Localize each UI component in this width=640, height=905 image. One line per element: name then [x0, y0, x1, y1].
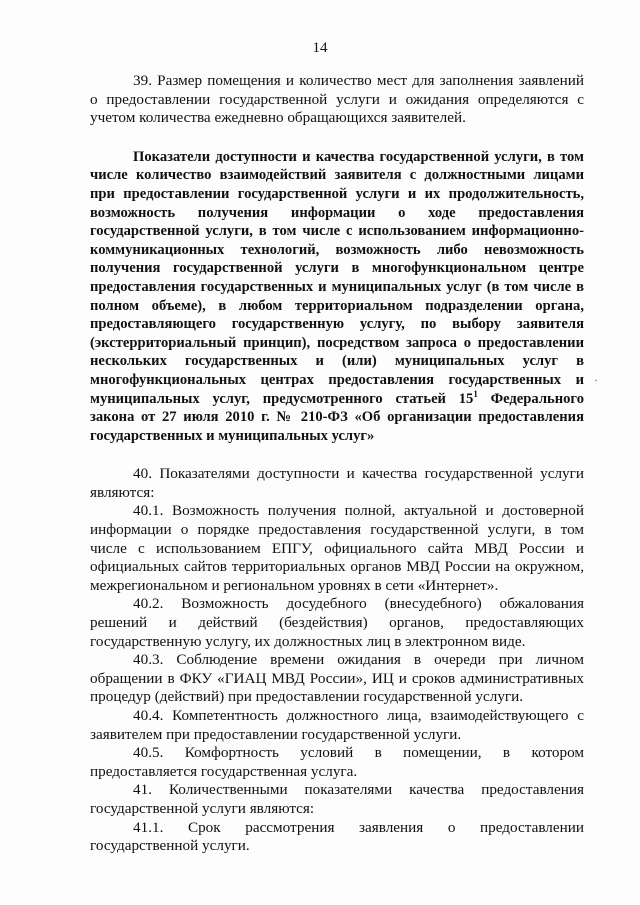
page-number: 14 — [312, 40, 328, 56]
heading-superscript: 1 — [473, 388, 478, 399]
scan-mark-dot: · — [594, 373, 598, 387]
heading-text-part1: Показатели доступности и качества государственной услуги, в том числе количество взаимодействий заявителя с должностными лицами при предоставлении государственной услуги и их продолжительность, возможность получения информации о ходе предоставления государственной услуги, в том числе с использованием информационно-коммуникационных технологий, возможность либо невозможность получения государственной услуги в многофункциональном центре предоставления государственных и муниципальных услуг (в том числе в полном объеме), в любом территориальном подразделении органа, предоставляющего государственную услугу, по выбору заявителя (экстерриториальный принцип), посредством запроса о предоставлении нескольких государственных и (или) муниципальных услуг в многофункциональных центрах предоставления государственных и муниципальных услуг, предусмотренного статьей 15 — [90, 148, 584, 407]
paragraph-41: 41. Количественными показателями качества предоставления государственной услуги являются: — [90, 781, 584, 817]
paragraph-40: 40. Показателями доступности и качества государственной услуги являются: — [90, 465, 584, 501]
paragraph-40-4: 40.4. Компетентность должностного лица, взаимодействующего с заявителем при предоставлении государственной услуги. — [90, 707, 584, 743]
section-heading — [90, 148, 584, 446]
paragraph-40-3: 40.3. Соблюдение времени ожидания в очереди при личном обращении в ФКУ «ГИАЦ МВД России», ИЦ и сроков административных процедур (действий) при предоставлении государственной услуги. — [90, 651, 584, 706]
paragraph-40-2: 40.2. Возможность досудебного (внесудебного) обжалования решений и действий (бездействия) органов, предоставляющих государственную услугу, их должностных лиц в электронном виде. — [90, 595, 584, 650]
paragraph-40-5: 40.5. Комфортность условий в помещении, в котором предоставляется государственная услуга. — [90, 744, 584, 780]
paragraph-40-1: 40.1. Возможность получения полной, актуальной и достоверной информации о порядке предоставления государственной услуги, в том числе с использованием ЕПГУ, официального сайта МВД России и официальных сайтов территориальных органов МВД России на окружном, межрегиональном и региональном уровнях в сети «Интернет». — [90, 502, 584, 594]
heading-text-part2: Федерального закона от 27 июля 2010 г. № 210-ФЗ «Об организации предоставления государственных и муниципальных услуг» — [90, 390, 584, 444]
document-body — [90, 72, 584, 856]
paragraph-41-1: 41.1. Срок рассмотрения заявления о предоставлении государственной услуги. — [90, 818, 584, 855]
paragraph-39: 39. Размер помещения и количество мест для заполнения заявлений о предоставлении государственной услуги и ожидания определяются с учетом количества ежедневно обращающихся заявителей. — [90, 72, 584, 127]
